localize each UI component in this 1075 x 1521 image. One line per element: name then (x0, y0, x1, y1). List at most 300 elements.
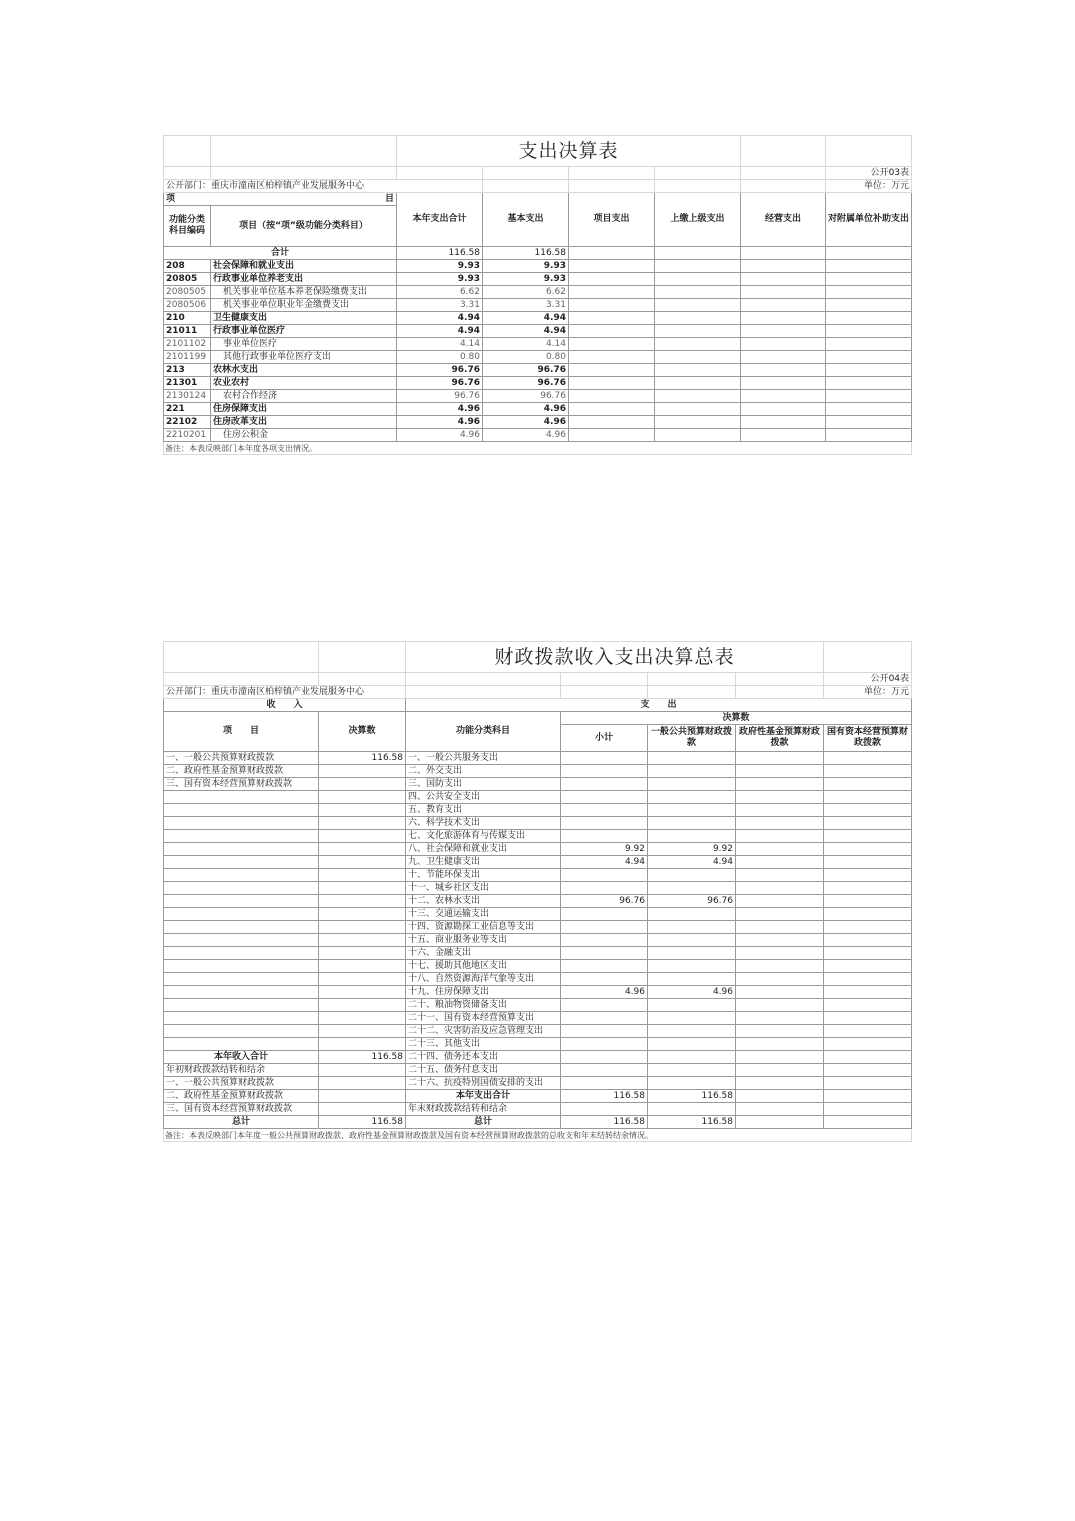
income-amount (319, 1025, 406, 1038)
table1-col-business: 经营支出 (741, 193, 826, 247)
table-row (164, 1064, 912, 1077)
expense-subtotal (561, 1103, 648, 1116)
function-item: 二十五、债务付息支出 (406, 1064, 561, 1077)
income-amount (319, 765, 406, 778)
table-row (164, 908, 912, 921)
table-row (164, 791, 912, 804)
expense-general-budget (648, 752, 736, 765)
table-row (164, 921, 912, 934)
expense-gov-fund (736, 934, 824, 947)
expense-state-capital (824, 895, 912, 908)
expense-general-budget (648, 999, 736, 1012)
function-item: 十七、援助其他地区支出 (406, 960, 561, 973)
table-row (164, 934, 912, 947)
expense-state-capital (824, 973, 912, 986)
income-item (164, 804, 319, 817)
expense-subtotal (561, 934, 648, 947)
expense-subtotal: 116.58 (561, 1116, 648, 1129)
expense-gov-fund (736, 986, 824, 999)
row-total: 4.94 (397, 312, 483, 325)
row-total: 4.94 (397, 325, 483, 338)
table-row (164, 856, 912, 869)
expense-gov-fund (736, 1051, 824, 1064)
income-item (164, 934, 319, 947)
expense-gov-fund (736, 1116, 824, 1129)
table-row (164, 325, 912, 338)
income-item (164, 908, 319, 921)
row-basic: 4.96 (483, 416, 569, 429)
expense-gov-fund (736, 960, 824, 973)
row-total: 96.76 (397, 390, 483, 403)
income-amount (319, 1090, 406, 1103)
function-item: 本年支出合计 (406, 1090, 561, 1103)
table2-head-state-capital: 国有资本经营预算财政拨款 (824, 725, 912, 752)
expense-state-capital (824, 1090, 912, 1103)
table1-col-total: 本年支出合计 (397, 193, 483, 247)
function-item: 一、一般公共服务支出 (406, 752, 561, 765)
row-total: 4.96 (397, 429, 483, 442)
row-code: 21301 (164, 377, 211, 390)
row-basic: 4.94 (483, 325, 569, 338)
function-item: 二十三、其他支出 (406, 1038, 561, 1051)
function-item: 十四、资源勘探工业信息等支出 (406, 921, 561, 934)
function-item: 十六、金融支出 (406, 947, 561, 960)
table-row (164, 882, 912, 895)
expense-gov-fund (736, 765, 824, 778)
table-row (164, 804, 912, 817)
income-item (164, 869, 319, 882)
income-item (164, 1025, 319, 1038)
row-upper (655, 364, 741, 377)
table1-head-item: 项 (166, 193, 176, 204)
expense-general-budget (648, 1025, 736, 1038)
income-item (164, 843, 319, 856)
table1-head-code: 功能分类科目编码 (164, 206, 211, 247)
expense-state-capital (824, 765, 912, 778)
expense-subtotal: 96.76 (561, 895, 648, 908)
row-name: 行政事业单位医疗 (211, 325, 397, 338)
expense-gov-fund (736, 973, 824, 986)
income-amount (319, 869, 406, 882)
table-row (164, 299, 912, 312)
row-name: 住房改革支出 (211, 416, 397, 429)
function-item: 二十一、国有资本经营预算支出 (406, 1012, 561, 1025)
expense-gov-fund (736, 804, 824, 817)
income-item: 本年收入合计 (164, 1051, 319, 1064)
expense-subtotal (561, 908, 648, 921)
expense-subtotal: 9.92 (561, 843, 648, 856)
row-name: 其他行政事业单位医疗支出 (211, 351, 397, 364)
income-amount (319, 1012, 406, 1025)
row-upper (655, 351, 741, 364)
income-amount (319, 947, 406, 960)
table-row (164, 752, 912, 765)
expense-subtotal (561, 778, 648, 791)
expense-general-budget (648, 973, 736, 986)
table-row (164, 1038, 912, 1051)
expense-state-capital (824, 869, 912, 882)
row-project (569, 429, 655, 442)
row-code: 2101102 (164, 338, 211, 351)
expense-gov-fund (736, 830, 824, 843)
function-item: 六、科学技术支出 (406, 817, 561, 830)
expense-subtotal (561, 1077, 648, 1090)
table1-col-project: 项目支出 (569, 193, 655, 247)
fiscal-allocation-summary-sheet (163, 641, 911, 1142)
row-subsidy (826, 286, 912, 299)
income-item (164, 817, 319, 830)
row-name: 事业单位医疗 (211, 338, 397, 351)
expense-general-budget: 116.58 (648, 1090, 736, 1103)
row-code: 22102 (164, 416, 211, 429)
row-total: 4.96 (397, 403, 483, 416)
expense-general-budget (648, 765, 736, 778)
function-item: 二十六、抗疫特别国债安排的支出 (406, 1077, 561, 1090)
table-row (164, 986, 912, 999)
income-amount (319, 908, 406, 921)
table1-total-label: 合计 (164, 247, 397, 260)
table-row (164, 999, 912, 1012)
expense-state-capital (824, 947, 912, 960)
table-row (164, 1025, 912, 1038)
expense-general-budget (648, 791, 736, 804)
expense-subtotal (561, 765, 648, 778)
expense-state-capital (824, 817, 912, 830)
function-item: 十、节能环保支出 (406, 869, 561, 882)
function-item: 二十二、灾害防治及应急管理支出 (406, 1025, 561, 1038)
row-basic: 9.93 (483, 273, 569, 286)
expense-state-capital (824, 1025, 912, 1038)
table-row (164, 765, 912, 778)
expense-state-capital (824, 999, 912, 1012)
expense-gov-fund (736, 817, 824, 830)
function-item: 二十、粮油物资储备支出 (406, 999, 561, 1012)
expense-gov-fund (736, 947, 824, 960)
row-basic: 4.96 (483, 403, 569, 416)
row-project (569, 338, 655, 351)
function-item: 总计 (406, 1116, 561, 1129)
expense-general-budget (648, 1051, 736, 1064)
row-basic: 9.93 (483, 260, 569, 273)
table-row (164, 1090, 912, 1103)
row-subsidy (826, 390, 912, 403)
income-item (164, 882, 319, 895)
row-business (741, 429, 826, 442)
table2-income-header: 收 入 (164, 699, 406, 712)
expense-general-budget (648, 830, 736, 843)
fiscal-summary-table (163, 641, 912, 1142)
expense-general-budget (648, 960, 736, 973)
expense-state-capital (824, 1103, 912, 1116)
table-row (164, 260, 912, 273)
expense-subtotal (561, 999, 648, 1012)
table-row (164, 947, 912, 960)
table1-col-basic: 基本支出 (483, 193, 569, 247)
row-subsidy (826, 260, 912, 273)
row-total: 3.31 (397, 299, 483, 312)
income-item: 二、政府性基金预算财政拨款 (164, 1090, 319, 1103)
expense-state-capital (824, 1077, 912, 1090)
row-project (569, 390, 655, 403)
expense-gov-fund (736, 1090, 824, 1103)
table2-note: 备注：本表反映部门本年度一般公共预算财政拨款、政府性基金预算财政拨款及国有资本经营预算财政拨款的总收支和年末结转结余情况。 (164, 1129, 912, 1142)
row-business (741, 312, 826, 325)
function-item: 十五、商业服务业等支出 (406, 934, 561, 947)
income-amount: 116.58 (319, 752, 406, 765)
expense-gov-fund (736, 843, 824, 856)
table1-col-upper: 上缴上级支出 (655, 193, 741, 247)
row-subsidy (826, 416, 912, 429)
row-total: 0.80 (397, 351, 483, 364)
table1-total-cell (569, 247, 655, 260)
expense-general-budget (648, 804, 736, 817)
row-name: 机关事业单位基本养老保险缴费支出 (211, 286, 397, 299)
expense-state-capital (824, 960, 912, 973)
row-total: 9.93 (397, 260, 483, 273)
income-item: 一、一般公共预算财政拨款 (164, 752, 319, 765)
expense-subtotal (561, 1038, 648, 1051)
row-basic: 96.76 (483, 377, 569, 390)
table1-total-cell (826, 247, 912, 260)
income-amount (319, 856, 406, 869)
row-subsidy (826, 429, 912, 442)
row-subsidy (826, 338, 912, 351)
function-item: 八、社会保障和就业支出 (406, 843, 561, 856)
row-business (741, 364, 826, 377)
expense-subtotal (561, 882, 648, 895)
income-amount (319, 1103, 406, 1116)
table-row (164, 338, 912, 351)
table1-total-row (164, 247, 912, 260)
table-row (164, 429, 912, 442)
row-code: 2210201 (164, 429, 211, 442)
row-project (569, 299, 655, 312)
row-code: 221 (164, 403, 211, 416)
function-item: 二、外交支出 (406, 765, 561, 778)
income-item: 三、国有资本经营预算财政拨款 (164, 1103, 319, 1116)
row-business (741, 403, 826, 416)
row-name: 机关事业单位职业年金缴费支出 (211, 299, 397, 312)
row-total: 4.14 (397, 338, 483, 351)
table2-head-general: 一般公共预算财政拨款 (648, 725, 736, 752)
row-subsidy (826, 273, 912, 286)
table-row (164, 403, 912, 416)
expense-gov-fund (736, 869, 824, 882)
table-row (164, 1103, 912, 1116)
expense-gov-fund (736, 1064, 824, 1077)
row-business (741, 260, 826, 273)
row-upper (655, 312, 741, 325)
expense-subtotal (561, 791, 648, 804)
function-item: 二十四、债务还本支出 (406, 1051, 561, 1064)
income-item (164, 895, 319, 908)
income-amount (319, 973, 406, 986)
table1-total-cell (741, 247, 826, 260)
row-business (741, 351, 826, 364)
table1-col-subsidy: 对附属单位补助支出 (826, 193, 912, 247)
income-item (164, 856, 319, 869)
expense-general-budget (648, 1103, 736, 1116)
expense-subtotal (561, 817, 648, 830)
table1-total-cell: 116.58 (397, 247, 483, 260)
expenditure-table (163, 135, 912, 455)
income-amount (319, 999, 406, 1012)
row-code: 210 (164, 312, 211, 325)
row-basic: 6.62 (483, 286, 569, 299)
row-upper (655, 325, 741, 338)
table2-head-gov-fund: 政府性基金预算财政拨款 (736, 725, 824, 752)
expense-subtotal (561, 921, 648, 934)
row-project (569, 312, 655, 325)
row-code: 2130124 (164, 390, 211, 403)
row-name: 住房公积金 (211, 429, 397, 442)
table-row (164, 312, 912, 325)
income-item: 一、一般公共预算财政拨款 (164, 1077, 319, 1090)
income-amount (319, 1064, 406, 1077)
row-code: 21011 (164, 325, 211, 338)
expense-general-budget (648, 1064, 736, 1077)
table2-juesuan-header: 决算数 (561, 712, 912, 725)
expense-general-budget (648, 934, 736, 947)
expense-subtotal (561, 1051, 648, 1064)
expense-subtotal (561, 1025, 648, 1038)
expense-state-capital (824, 921, 912, 934)
expense-gov-fund (736, 921, 824, 934)
row-upper (655, 403, 741, 416)
expense-subtotal (561, 947, 648, 960)
income-amount (319, 830, 406, 843)
table-row (164, 869, 912, 882)
expense-gov-fund (736, 1077, 824, 1090)
table2-title: 财政拨款收入支出决算总表 (406, 642, 824, 673)
expense-subtotal: 116.58 (561, 1090, 648, 1103)
function-item: 十九、住房保障支出 (406, 986, 561, 999)
table1-title: 支出决算表 (397, 136, 741, 167)
expense-general-budget (648, 1038, 736, 1051)
row-upper (655, 286, 741, 299)
income-item (164, 960, 319, 973)
row-total: 4.96 (397, 416, 483, 429)
function-item: 三、国防支出 (406, 778, 561, 791)
income-amount: 116.58 (319, 1116, 406, 1129)
table1-total-cell: 116.58 (483, 247, 569, 260)
row-code: 2080505 (164, 286, 211, 299)
row-project (569, 403, 655, 416)
table-row (164, 778, 912, 791)
table-row (164, 895, 912, 908)
income-amount (319, 934, 406, 947)
row-name: 社会保障和就业支出 (211, 260, 397, 273)
function-item: 十二、农林水支出 (406, 895, 561, 908)
row-basic: 96.76 (483, 364, 569, 377)
expense-state-capital (824, 1116, 912, 1129)
row-project (569, 325, 655, 338)
row-name: 农村合作经济 (211, 390, 397, 403)
expense-subtotal (561, 804, 648, 817)
row-subsidy (826, 325, 912, 338)
expense-general-budget (648, 921, 736, 934)
table-row (164, 273, 912, 286)
table1-total-cell (655, 247, 741, 260)
income-amount (319, 791, 406, 804)
function-item: 十三、交通运输支出 (406, 908, 561, 921)
income-amount (319, 882, 406, 895)
expense-gov-fund (736, 882, 824, 895)
row-subsidy (826, 364, 912, 377)
table2-head-amount: 决算数 (319, 712, 406, 752)
row-project (569, 351, 655, 364)
table1-note: 备注：本表反映部门本年度各项支出情况。 (164, 442, 912, 455)
expense-general-budget: 116.58 (648, 1116, 736, 1129)
income-amount (319, 817, 406, 830)
table2-head-func: 功能分类科目 (406, 712, 561, 752)
income-item (164, 986, 319, 999)
function-item: 七、文化旅游体育与传媒支出 (406, 830, 561, 843)
row-project (569, 273, 655, 286)
income-item: 三、国有资本经营预算财政拨款 (164, 778, 319, 791)
row-upper (655, 377, 741, 390)
table2-head-item: 项 目 (164, 712, 319, 752)
expense-state-capital (824, 830, 912, 843)
income-item (164, 973, 319, 986)
income-item (164, 921, 319, 934)
row-subsidy (826, 403, 912, 416)
expense-state-capital (824, 1038, 912, 1051)
expense-gov-fund (736, 1038, 824, 1051)
row-business (741, 273, 826, 286)
expense-general-budget: 4.94 (648, 856, 736, 869)
row-code: 2080506 (164, 299, 211, 312)
function-item: 九、卫生健康支出 (406, 856, 561, 869)
expense-subtotal (561, 869, 648, 882)
income-item (164, 947, 319, 960)
income-amount (319, 843, 406, 856)
row-business (741, 416, 826, 429)
expense-state-capital (824, 934, 912, 947)
table-row (164, 377, 912, 390)
income-amount (319, 778, 406, 791)
expense-state-capital (824, 843, 912, 856)
table-row (164, 1077, 912, 1090)
table1-code: 公开03表 (826, 167, 912, 180)
income-amount (319, 960, 406, 973)
row-basic: 0.80 (483, 351, 569, 364)
income-amount (319, 1077, 406, 1090)
function-item: 十八、自然资源海洋气象等支出 (406, 973, 561, 986)
expense-gov-fund (736, 908, 824, 921)
row-basic: 3.31 (483, 299, 569, 312)
row-total: 96.76 (397, 377, 483, 390)
table2-dept: 公开部门：重庆市潼南区柏梓镇产业发展服务中心 (164, 686, 406, 699)
expense-subtotal (561, 973, 648, 986)
expense-subtotal (561, 1012, 648, 1025)
row-project (569, 286, 655, 299)
expense-state-capital (824, 791, 912, 804)
expense-state-capital (824, 1012, 912, 1025)
table-row (164, 843, 912, 856)
table-row (164, 830, 912, 843)
income-item: 总计 (164, 1116, 319, 1129)
table-row (164, 364, 912, 377)
row-business (741, 377, 826, 390)
income-amount (319, 1038, 406, 1051)
row-code: 2101199 (164, 351, 211, 364)
row-subsidy (826, 351, 912, 364)
row-name: 行政事业单位养老支出 (211, 273, 397, 286)
expense-general-budget (648, 947, 736, 960)
table2-expense-header: 支 出 (406, 699, 912, 712)
table-row (164, 1116, 912, 1129)
